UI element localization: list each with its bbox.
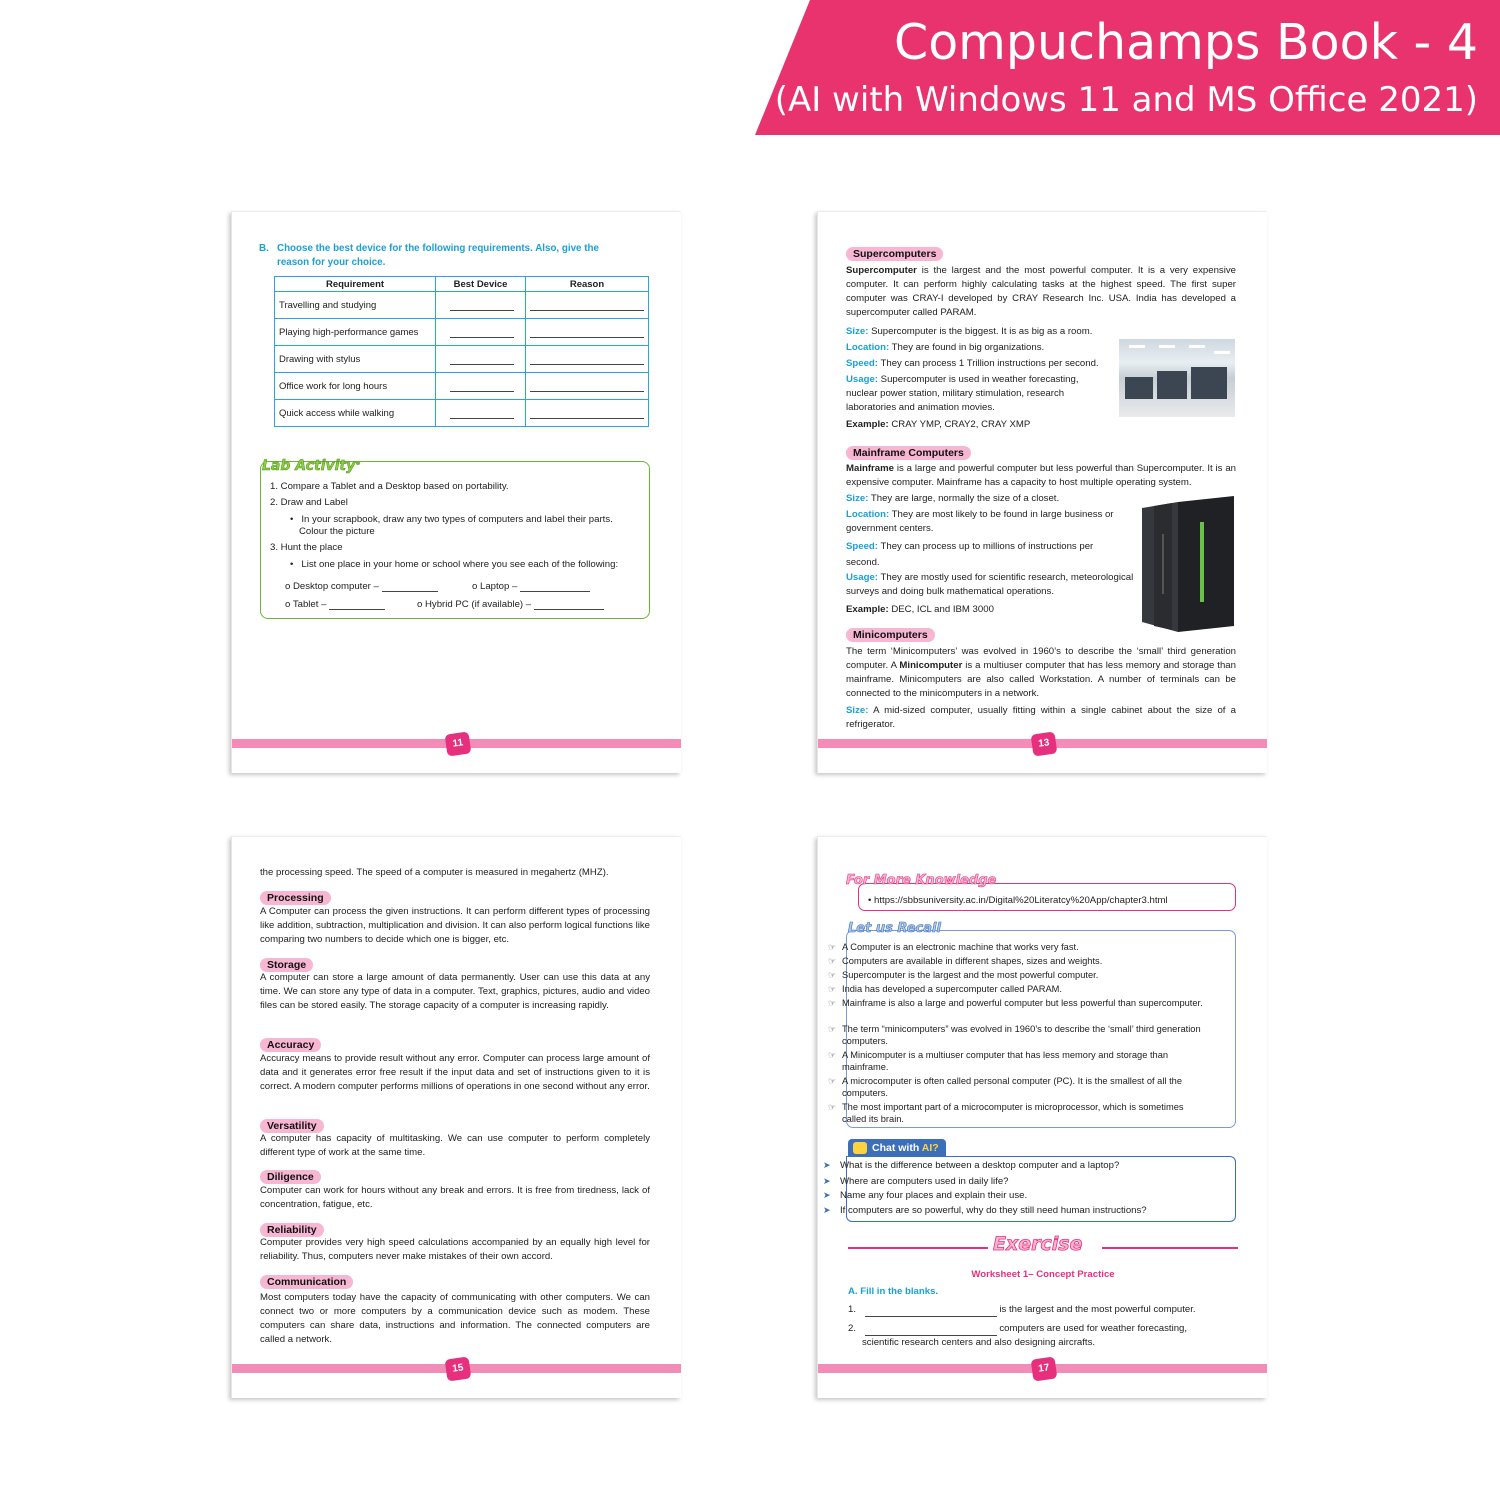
supercomputer-example <box>846 418 1126 432</box>
recall-text: Mainframe is also a large and powerful computer but less powerful than supercomputer. <box>842 998 1203 1008</box>
page-17 <box>817 836 1267 1398</box>
supercomputer-room-image <box>1119 339 1235 417</box>
pointer-hand-icon: ☞ <box>828 1024 837 1034</box>
page-number: 13 <box>1030 731 1057 756</box>
page-number: 17 <box>1030 1356 1057 1381</box>
supercomputers-heading <box>846 244 943 264</box>
chat-text: If computers are so powerful, why do they still need human instructions? <box>840 1205 1147 1216</box>
chat-title: Chat with <box>872 1142 922 1154</box>
exercise-title: Exercise <box>993 1233 1083 1255</box>
title-banner <box>755 0 1500 135</box>
requirement-cell: Travelling and studying <box>275 292 436 319</box>
arrow-icon: ➤ <box>823 1176 831 1186</box>
requirement-cell: Office work for long hours <box>275 373 436 400</box>
recall-text: Supercomputer is the largest and the most powerful computer. <box>842 970 1099 980</box>
arrow-icon: ➤ <box>823 1160 831 1170</box>
chat-with-ai-header <box>848 1139 946 1157</box>
requirements-table <box>274 276 649 427</box>
recall-item <box>828 1075 1204 1099</box>
value: They are found in big organizations. <box>889 342 1045 353</box>
device-blank <box>436 292 526 319</box>
value: Supercomputer is used in weather forecasting, nuclear power station, military stimulation, research laboratories and animation movies. <box>846 374 1079 413</box>
question-b <box>259 242 639 270</box>
reason-blank <box>526 319 649 346</box>
label: Size: <box>846 705 869 716</box>
pointer-hand-icon: ☞ <box>828 942 837 952</box>
arrow-icon: ➤ <box>823 1190 831 1200</box>
label: Speed: <box>846 541 878 552</box>
chat-text: What is the difference between a desktop computer and a laptop? <box>840 1160 1120 1171</box>
section-text: A computer can store a large amount of data permanently. User can use this data at any time. We can store any type of data in a computer. Text, graphics, pictures, audio and video files can be stored easily. The storage capacity of a computer is increasing rapidly. <box>260 972 650 1011</box>
section-text: A Computer can process the given instructions. It can perform different types of processing like addition, subtraction, multiplication and division. It can also perform logical functions like comparing two numbers to decide which one is bigger, etc. <box>260 906 650 945</box>
value: Supercomputer is the biggest. It is as big as a room. <box>868 326 1093 337</box>
recall-text: A Minicomputer is a multiuser computer that has less memory and storage than mainframe. <box>842 1050 1169 1072</box>
recall-item <box>828 941 1204 953</box>
mainframe-example <box>846 603 1131 617</box>
table-row <box>275 292 649 319</box>
option-label: o Desktop computer – <box>285 581 379 592</box>
robot-icon <box>853 1142 867 1154</box>
supercomputer-usage <box>846 373 1108 415</box>
heading-pill: Accuracy <box>260 1038 321 1052</box>
page-13 <box>817 211 1267 773</box>
header-reason: Reason <box>526 277 649 292</box>
recall-item <box>828 955 1204 967</box>
chat-title-ai: AI? <box>921 1142 939 1154</box>
option-tablet <box>285 599 385 610</box>
arrow-icon: ➤ <box>823 1205 831 1215</box>
reason-blank <box>526 292 649 319</box>
more-knowledge-link[interactable]: • https://sbbsuniversity.ac.in/Digital%20Literatcy%20App/chapter3.html <box>868 895 1168 906</box>
chat-item <box>823 1190 1028 1201</box>
exercise-rule-left <box>848 1247 988 1249</box>
recall-text: A Computer is an electronic machine that works very fast. <box>842 942 1079 952</box>
chat-item <box>823 1176 1009 1187</box>
header-best-device: Best Device <box>436 277 526 292</box>
minicomputer-size <box>846 704 1236 732</box>
heading-pill: Diligence <box>260 1170 321 1184</box>
banner-title: Compuchamps Book - 4 <box>893 14 1478 71</box>
pointer-hand-icon: ☞ <box>828 1050 837 1060</box>
answer-blank[interactable] <box>865 1307 997 1317</box>
more-knowledge-title: For More Knowledge <box>846 873 997 888</box>
heading-pill: Communication <box>260 1275 353 1289</box>
mainframe-location <box>846 508 1131 536</box>
bullet-text: In your scrapbook, draw any two types of computers and label their parts. <box>301 514 613 525</box>
lead-text: the processing speed. The speed of a computer is measured in megahertz (MHZ). <box>260 867 609 878</box>
chat-text: Name any four places and explain their use. <box>840 1190 1028 1201</box>
label: Location: <box>846 342 890 353</box>
reason-blank <box>526 400 649 427</box>
intro-text: is a large and powerful computer but less powerful than Supercomputer. It is an expensive computer. Mainframe has a capacity to host multiple operating system. <box>846 463 1236 488</box>
term: Mainframe <box>846 463 894 474</box>
device-blank <box>436 373 526 400</box>
option-label: o Laptop – <box>472 581 518 592</box>
mainframe-usage <box>846 571 1146 599</box>
heading-pill: Mainframe Computers <box>846 446 971 460</box>
label: Example: <box>846 604 889 615</box>
minicomputers-heading <box>846 625 935 645</box>
pointer-hand-icon: ☞ <box>828 956 837 966</box>
value: They are most likely to be found in large business or government centers. <box>846 509 1114 534</box>
value: CRAY YMP, CRAY2, CRAY XMP <box>888 419 1031 430</box>
pointer-hand-icon: ☞ <box>828 998 837 1008</box>
heading-pill: Minicomputers <box>846 628 935 642</box>
option-label: o Tablet – <box>285 599 327 610</box>
heading-pill: Versatility <box>260 1119 324 1133</box>
question-number: 1. <box>848 1304 857 1315</box>
option-desktop <box>285 581 438 592</box>
lab-item-3: 3. Hunt the place <box>270 542 343 553</box>
recall-item <box>828 997 1204 1009</box>
banner-subtitle: (AI with Windows 11 and MS Office 2021) <box>774 80 1478 120</box>
label: Size: <box>846 493 869 504</box>
supercomputer-location <box>846 341 1126 355</box>
mainframe-speed <box>846 539 1096 571</box>
page-number: 15 <box>444 1356 471 1381</box>
question-text: computers are used for weather forecasting, <box>996 1323 1188 1334</box>
mainframe-heading <box>846 443 971 463</box>
value: They can process 1 Trillion instructions per second. <box>878 358 1099 369</box>
recall-title: Let us Recall <box>848 921 941 936</box>
device-blank <box>436 400 526 427</box>
value: They are large, normally the size of a closet. <box>868 493 1060 504</box>
mainframe-size <box>846 492 1131 506</box>
section-text: Computer provides very high speed calculations accompanied by an equally high level for reliability. Thus, computers never make mistakes of their own accord. <box>260 1237 650 1262</box>
reason-blank <box>526 373 649 400</box>
intro-text: is the largest and the most powerful computer. It is a very expensive computer. It can perform highly calculating tasks at the highest speed. The first super computer was CRAY-I developed by CRAY Research Inc. USA. India has developed a supercomputer called PARAM. <box>846 265 1236 318</box>
value: They are mostly used for scientific research, meteorological surveys and doing bulk mathematical operations. <box>846 572 1134 597</box>
section-heading <box>260 1272 353 1292</box>
pointer-hand-icon: ☞ <box>828 984 837 994</box>
minicomputer-intro <box>846 645 1236 701</box>
question-label: B. <box>259 243 269 254</box>
mainframe-image <box>1138 494 1238 634</box>
section-text: Most computers today have the capacity of communicating with other computers. We can connect two or more computers by a communication device such as modem. These computers can share data, instructions and information. The connected computers are called a network. <box>260 1292 650 1345</box>
label: Usage: <box>846 374 878 385</box>
table-row <box>275 400 649 427</box>
lab-item-3-bullet: • List one place in your home or school where you see each of the following: <box>290 559 619 570</box>
lab-item-2-bullet-b: Colour the picture <box>299 526 375 537</box>
supercomputer-size <box>846 325 1126 339</box>
lab-item-1: 1. Compare a Tablet and a Desktop based on portability. <box>270 481 509 492</box>
question-text: is the largest and the most powerful computer. <box>996 1304 1196 1315</box>
recall-text: The term “minicomputers” was evolved in 1960’s to describe the ‘small’ third generation computers. <box>842 1024 1201 1046</box>
header-requirement: Requirement <box>275 277 436 292</box>
term: Minicomputer <box>899 660 963 671</box>
exercise-rule-right <box>1102 1247 1238 1249</box>
answer-blank[interactable] <box>865 1326 997 1336</box>
label: Size: <box>846 326 869 337</box>
requirement-cell: Drawing with stylus <box>275 346 436 373</box>
device-blank <box>436 346 526 373</box>
worksheet-title: Worksheet 1– Concept Practice <box>971 1269 1115 1280</box>
requirement-cell: Quick access while walking <box>275 400 436 427</box>
section-text: Accuracy means to provide result without any error. Computer can process large amount of data and it generates error free result if the input data and set of instructions given to it is correct. A modern computer performs millions of operations in one second without any error. <box>260 1053 650 1092</box>
value: DEC, ICL and IBM 3000 <box>888 604 994 615</box>
option-laptop <box>472 581 590 592</box>
recall-text: A microcomputer is often called personal computer (PC). It is the smallest of all the computers. <box>842 1076 1182 1098</box>
intro-text: The term ‘Minicomputers’ was evolved in 1960’s to describe the ‘small’ third generation computer. A <box>846 646 1236 671</box>
label: Speed: <box>846 358 878 369</box>
lab-activity-title: Lab Activity <box>262 458 356 474</box>
label: Example: <box>846 419 889 430</box>
recall-text: Computers are available in different shapes, sizes and weights. <box>842 956 1103 966</box>
heading-pill: Reliability <box>260 1223 324 1237</box>
bullet-text: List one place in your home or school where you see each of the following: <box>301 559 619 570</box>
lab-item-2: 2. Draw and Label <box>270 497 348 508</box>
chat-item <box>823 1160 1120 1171</box>
value: They can process up to millions of instructions per second. <box>846 541 1094 568</box>
reason-blank <box>526 346 649 373</box>
question-number: 2. <box>848 1323 857 1334</box>
pointer-hand-icon: ☞ <box>828 1076 837 1086</box>
option-hybrid <box>417 599 604 610</box>
recall-text: India has developed a supercomputer called PARAM. <box>842 984 1062 994</box>
question-2-continued: scientific research centers and also designing aircrafts. <box>862 1337 1096 1348</box>
page-15 <box>231 836 681 1398</box>
question-1 <box>848 1303 1196 1317</box>
heading-pill: Processing <box>260 891 331 905</box>
page-number: 11 <box>444 731 471 756</box>
option-label: o Hybrid PC (if available) – <box>417 599 532 610</box>
section-text: Computer can work for hours without any break and errors. It is free from tiredness, lack of concentration, fatigue, etc. <box>260 1185 650 1210</box>
fill-blanks-heading: A. Fill in the blanks. <box>848 1286 939 1297</box>
chat-item <box>823 1205 1147 1216</box>
label: Location: <box>846 509 890 520</box>
mainframe-intro <box>846 462 1236 490</box>
lab-item-2-bullet-a: • In your scrapbook, draw any two types of computers and label their parts. <box>290 514 613 525</box>
question-text: Choose the best device for the following requirements. Also, give the reason for your choice. <box>277 243 599 268</box>
supercomputer-intro <box>846 264 1236 320</box>
table-row <box>275 346 649 373</box>
label: Usage: <box>846 572 878 583</box>
value: A mid-sized computer, usually fitting within a single cabinet about the size of a refrigerator. <box>846 705 1236 730</box>
table-row <box>275 373 649 400</box>
table-row <box>275 319 649 346</box>
heading-pill: Storage <box>260 958 313 972</box>
pointer-hand-icon: ☞ <box>828 1102 837 1112</box>
recall-text: The most important part of a microcomputer is microprocessor, which is sometimes called its brain. <box>842 1102 1184 1124</box>
question-2 <box>848 1322 1187 1336</box>
recall-item <box>828 1023 1204 1047</box>
requirement-cell: Playing high-performance games <box>275 319 436 346</box>
page-11 <box>231 211 681 773</box>
term: Supercomputer <box>846 265 917 276</box>
supercomputer-speed <box>846 357 1146 371</box>
chat-text: Where are computers used in daily life? <box>840 1176 1009 1187</box>
recall-item <box>828 969 1204 981</box>
recall-item <box>828 1101 1204 1125</box>
heading-pill: Supercomputers <box>846 247 943 261</box>
device-blank <box>436 319 526 346</box>
recall-item <box>828 1049 1204 1073</box>
intro-text: is a multiuser computer that has less memory and storage than mainframe. Minicomputers are also called Workstation. A number of terminals can be connected to the minicomputers in a network. <box>846 660 1236 699</box>
section-text: A computer has capacity of multitasking. We can use computer to perform completely different type of work at the same time. <box>260 1133 650 1158</box>
pointer-hand-icon: ☞ <box>828 970 837 980</box>
recall-item <box>828 983 1204 995</box>
